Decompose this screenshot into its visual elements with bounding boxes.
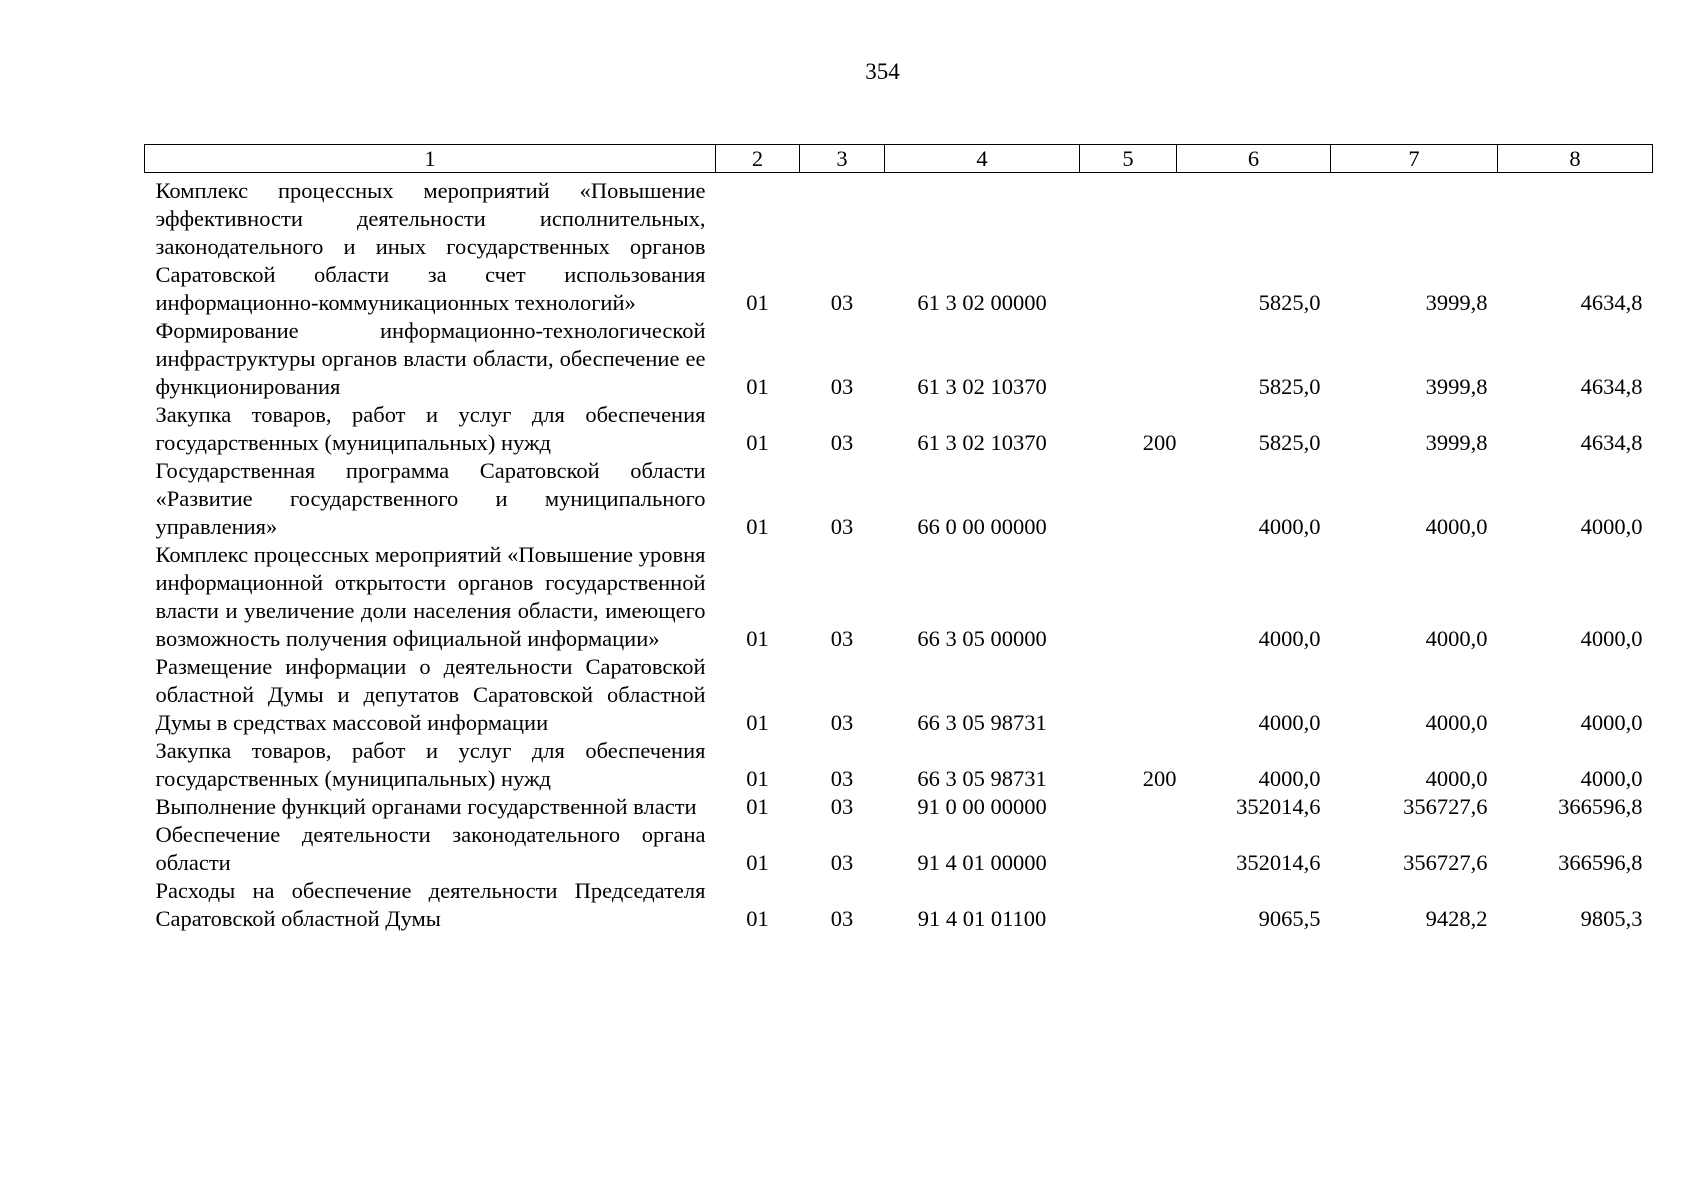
target-article-code: 66 3 05 00000 <box>917 626 1047 651</box>
subsection-code: 03 <box>830 374 854 399</box>
amount-year-3: 4000,0 <box>1580 710 1643 735</box>
budget-table <box>144 144 1653 933</box>
amount-year-2: 356727,6 <box>1403 850 1488 875</box>
amount-year-2: 3999,8 <box>1425 290 1488 315</box>
table-header-row <box>145 145 1653 173</box>
table-row <box>145 541 1653 653</box>
subsection-code: 03 <box>830 794 854 819</box>
expense-type-code <box>1080 317 1177 401</box>
subsection-code: 03 <box>830 906 854 931</box>
amount-year-3: 4000,0 <box>1580 626 1643 651</box>
table-row <box>145 317 1653 401</box>
amount-year-3: 9805,3 <box>1580 906 1643 931</box>
subsection-code: 03 <box>830 850 854 875</box>
amount-year-3: 4634,8 <box>1580 430 1643 455</box>
table-row <box>145 877 1653 933</box>
amount-year-2: 3999,8 <box>1425 430 1488 455</box>
row-name: Комплекс процессных мероприятий «Повышение уровня информационной открытости органов государственной власти и увеличение доли населения области, имеющего возможность получения официальной информации» <box>155 542 706 651</box>
column-header: 1 <box>145 145 716 173</box>
amount-year-1: 352014,6 <box>1236 850 1321 875</box>
table-row <box>145 401 1653 457</box>
expense-type-code <box>1080 457 1177 541</box>
amount-year-3: 4634,8 <box>1580 290 1643 315</box>
column-header: 4 <box>885 145 1080 173</box>
target-article-code: 61 3 02 00000 <box>917 290 1047 315</box>
subsection-code: 03 <box>830 290 854 315</box>
expense-type-code <box>1080 877 1177 933</box>
subsection-code: 03 <box>830 430 854 455</box>
column-header: 2 <box>716 145 800 173</box>
row-name: Выполнение функций органами государственной власти <box>155 794 697 819</box>
section-code: 01 <box>746 794 769 819</box>
table-row <box>145 821 1653 877</box>
amount-year-2: 4000,0 <box>1425 766 1488 791</box>
amount-year-1: 4000,0 <box>1258 514 1321 539</box>
table-row <box>145 793 1653 821</box>
amount-year-3: 4634,8 <box>1580 374 1643 399</box>
amount-year-1: 5825,0 <box>1258 374 1321 399</box>
subsection-code: 03 <box>830 626 854 651</box>
amount-year-2: 9428,2 <box>1425 906 1488 931</box>
section-code: 01 <box>746 766 769 791</box>
row-name: Расходы на обеспечение деятельности Председателя Саратовской областной Думы <box>155 878 706 931</box>
row-name: Комплекс процессных мероприятий «Повышение эффективности деятельности исполнительных, законодательного и иных государственных органов Саратовской области за счет использования информационно-коммуникационных технологий» <box>155 178 706 315</box>
amount-year-3: 366596,8 <box>1558 794 1643 819</box>
table-row <box>145 173 1653 318</box>
subsection-code: 03 <box>830 766 854 791</box>
amount-year-3: 366596,8 <box>1558 850 1643 875</box>
amount-year-2: 3999,8 <box>1425 374 1488 399</box>
amount-year-1: 5825,0 <box>1258 290 1321 315</box>
target-article-code: 91 4 01 01100 <box>917 906 1047 931</box>
amount-year-1: 5825,0 <box>1258 430 1321 455</box>
amount-year-2: 356727,6 <box>1403 794 1488 819</box>
section-code: 01 <box>746 514 769 539</box>
row-name: Формирование информационно-технологической инфраструктуры органов власти области, обеспечение ее функционирования <box>155 318 706 399</box>
row-name: Закупка товаров, работ и услуг для обеспечения государственных (муниципальных) нужд <box>155 402 706 455</box>
amount-year-1: 4000,0 <box>1258 710 1321 735</box>
expense-type-code <box>1080 793 1177 821</box>
column-header: 7 <box>1331 145 1498 173</box>
expense-type-code <box>1080 541 1177 653</box>
row-name: Государственная программа Саратовской области «Развитие государственного и муниципального управления» <box>155 458 706 539</box>
section-code: 01 <box>746 850 769 875</box>
target-article-code: 66 0 00 00000 <box>917 514 1047 539</box>
section-code: 01 <box>746 290 769 315</box>
section-code: 01 <box>746 626 769 651</box>
table-row <box>145 457 1653 541</box>
expense-type-code <box>1080 173 1177 318</box>
row-name: Размещение информации о деятельности Саратовской областной Думы и депутатов Саратовской областной Думы в средствах массовой информации <box>155 654 706 735</box>
target-article-code: 66 3 05 98731 <box>917 766 1047 791</box>
amount-year-1: 9065,5 <box>1258 906 1321 931</box>
section-code: 01 <box>746 710 769 735</box>
amount-year-2: 4000,0 <box>1425 710 1488 735</box>
target-article-code: 66 3 05 98731 <box>917 710 1047 735</box>
table-row <box>145 653 1653 737</box>
amount-year-3: 4000,0 <box>1580 514 1643 539</box>
amount-year-1: 352014,6 <box>1236 794 1321 819</box>
amount-year-2: 4000,0 <box>1425 626 1488 651</box>
section-code: 01 <box>746 374 769 399</box>
target-article-code: 61 3 02 10370 <box>917 374 1047 399</box>
expense-type-code: 200 <box>1142 430 1177 455</box>
amount-year-1: 4000,0 <box>1258 626 1321 651</box>
expense-type-code <box>1080 653 1177 737</box>
subsection-code: 03 <box>830 514 854 539</box>
target-article-code: 91 4 01 00000 <box>917 850 1047 875</box>
target-article-code: 61 3 02 10370 <box>917 430 1047 455</box>
expense-type-code <box>1080 821 1177 877</box>
amount-year-2: 4000,0 <box>1425 514 1488 539</box>
table-row <box>145 737 1653 793</box>
section-code: 01 <box>746 906 769 931</box>
column-header: 8 <box>1498 145 1653 173</box>
expense-type-code: 200 <box>1142 766 1177 791</box>
amount-year-3: 4000,0 <box>1580 766 1643 791</box>
subsection-code: 03 <box>830 710 854 735</box>
column-header: 3 <box>800 145 885 173</box>
column-header: 6 <box>1177 145 1331 173</box>
amount-year-1: 4000,0 <box>1258 766 1321 791</box>
page-number: 354 <box>865 59 900 84</box>
column-header: 5 <box>1080 145 1177 173</box>
target-article-code: 91 0 00 00000 <box>917 794 1047 819</box>
row-name: Закупка товаров, работ и услуг для обеспечения государственных (муниципальных) нужд <box>155 738 706 791</box>
row-name: Обеспечение деятельности законодательного органа области <box>155 822 706 875</box>
section-code: 01 <box>746 430 769 455</box>
